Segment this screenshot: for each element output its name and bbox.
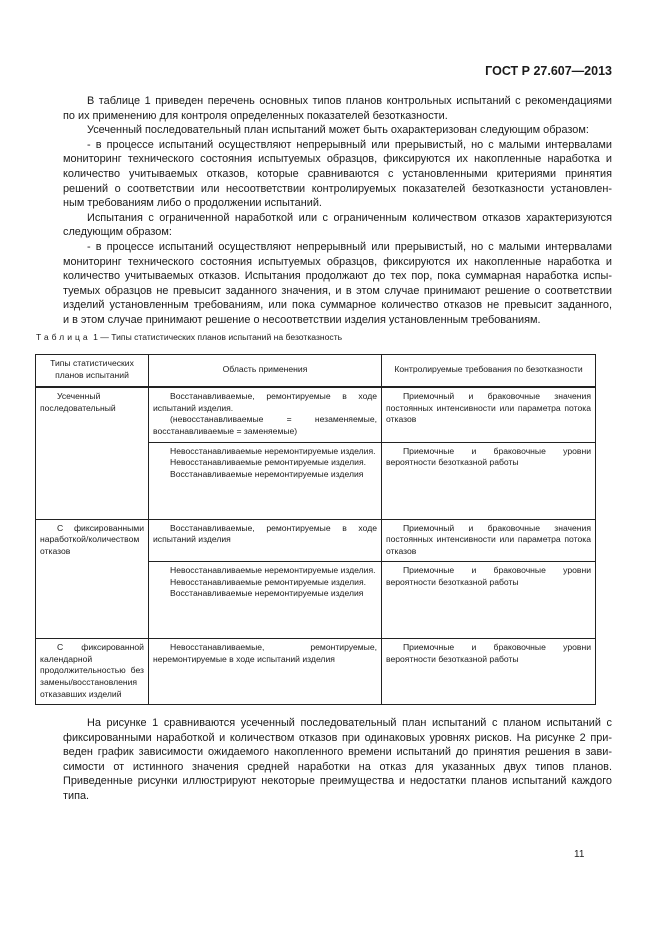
text-line: решений о соответствии или несоответствии контролируемых показателей безотказности установлен- xyxy=(63,182,612,195)
requirement-cell xyxy=(382,639,596,705)
header-cell: Контролируемые требования по безотказности xyxy=(382,355,596,388)
text-line: по их применению для контроля определенных показателей безотказности. xyxy=(63,109,448,122)
body-text-bottom xyxy=(63,716,612,804)
scope-item: Невосстанавливаемые ремонтируемые изделия. xyxy=(170,576,366,587)
scope-item: Невосстанавливаемые неремонтируемые изделия. xyxy=(170,565,376,576)
scope-cell xyxy=(149,639,382,705)
requirement: Приемочный и браковочные значения постоянных интенсивности или параметра потока отказов xyxy=(386,522,591,556)
text-line: В таблице 1 приведен перечень основных типов планов контрольных испытаний с рекомендациями xyxy=(87,95,612,107)
scope-item: Восстанавливаемые неремонтируемые изделия xyxy=(170,588,364,599)
text-line: количество учитываемых отказов, которые сравниваются с установленными критериями принятия xyxy=(63,167,612,180)
scope-cell xyxy=(149,562,382,639)
paragraph xyxy=(63,240,612,328)
paragraph xyxy=(63,123,612,138)
requirement: Приемочные и браковочные уровни вероятности безотказной работы xyxy=(386,565,591,587)
plan-type-cell xyxy=(36,639,149,705)
plan-type: Усеченный последовательный xyxy=(40,391,116,413)
plan-type-cell xyxy=(36,519,149,639)
text-line: и в этом случае принимают решение о несоответствии изделия установленным требованиям. xyxy=(63,313,541,326)
paragraph xyxy=(63,94,612,123)
paragraph xyxy=(63,211,612,240)
requirement: Приемочный и браковочные значения постоянных интенсивности или параметра потока отказов xyxy=(386,391,591,425)
requirement-cell xyxy=(382,562,596,639)
caption-label: Таблица xyxy=(36,332,91,342)
caption-title: 1 — Типы статистических планов испытаний на безотказность xyxy=(90,332,343,342)
table-row xyxy=(36,519,596,562)
text-line: - в процессе испытаний осуществляют непрерывный или прерывистый, но с малыми интервалами xyxy=(87,138,612,151)
scope-item: Невосстанавливаемые ремонтируемые изделия. xyxy=(170,457,366,468)
scope-cell xyxy=(149,519,382,562)
header-cell: Область применения xyxy=(149,355,382,388)
text-line: фиксированными наработкой и количеством отказов при одинаковых уровнях рисков. На рисунке 2 при- xyxy=(63,731,612,744)
document-header: ГОСТ Р 27.607—2013 xyxy=(485,64,612,78)
body-text-top xyxy=(63,94,612,328)
scope-item: Невосстанавливаемые, ремонтируемые, неремонтируемые в ходе испытаний изделия xyxy=(153,642,377,664)
text-line: туемых образцов не превысит заданного значения, и в этом случае принимают решение о соответствии xyxy=(63,284,612,297)
requirement-cell xyxy=(382,442,596,519)
text-line: количество учитываемых отказов. Испытания продолжают до тех пор, пока суммарная наработка испы- xyxy=(63,270,612,283)
scope-cell xyxy=(149,442,382,519)
text-line: Усеченный последовательный план испытаний может быть охарактеризован следующим образом: xyxy=(87,124,589,137)
scope-item: Невосстанавливаемые неремонтируемые изделия. xyxy=(170,445,376,456)
text-line: типа. xyxy=(63,789,90,802)
plan-type-cell xyxy=(36,387,149,519)
table-header-row xyxy=(36,355,596,388)
scope-item: Восстанавливаемые, ремонтируемые в ходе испытаний изделия xyxy=(153,522,377,545)
header-cell: Типы статистических планов испытаний xyxy=(36,355,149,388)
requirement-cell xyxy=(382,387,596,442)
table-row xyxy=(36,387,596,442)
requirement: Приемочные и браковочные уровни вероятности безотказной работы xyxy=(386,642,591,664)
text-line: изделий установленным требованиям, или пока суммарное количество отказов не превысит заданного, xyxy=(63,299,612,312)
plan-type: С фиксированными наработкой/количеством отказов xyxy=(40,522,144,556)
text-line: На рисунке 1 сравниваются усеченный последовательный план испытаний с планом испытаний с xyxy=(87,717,612,729)
table-caption xyxy=(36,332,342,342)
text-line: веден график зависимости ожидаемого накопленного времени испытаний до принятия решения в зави- xyxy=(63,746,612,759)
scope-cell xyxy=(149,387,382,442)
text-line: мониторинг технического состояния испытуемых образцов, фиксируются их накопленные наработка и xyxy=(63,255,612,268)
text-line: Приведенные рисунки иллюстрируют некоторые преимущества и недостатки планов испытаний каждого xyxy=(63,775,612,788)
text-line: мониторинг технического состояния испытуемых образцов, фиксируются их накопленные наработка и xyxy=(63,153,612,166)
page-number: 11 xyxy=(574,849,585,860)
plan-type: С фиксированной календарной продолжительностью без замены/восстановления отказавших изделий xyxy=(40,642,144,699)
table-row xyxy=(36,639,596,705)
scope-item: (невосстанавливаемые = незаменяемые, восстанавливаемые = заменяемые) xyxy=(153,414,377,436)
text-line: ным требованиям либо о продолжении испытаний. xyxy=(63,197,322,210)
text-line: - в процессе испытаний осуществляют непрерывный или прерывистый, но с малыми интервалами xyxy=(87,240,612,253)
requirement-cell xyxy=(382,519,596,562)
scope-item: Восстанавливаемые, ремонтируемые в ходе испытаний изделия. xyxy=(153,391,377,413)
text-line: следующим образом: xyxy=(63,226,172,239)
requirement: Приемочные и браковочные уровни вероятности безотказной работы xyxy=(386,445,591,468)
paragraph xyxy=(63,138,612,211)
plans-table xyxy=(35,354,596,705)
text-line: Испытания с ограниченной наработкой или с ограниченным количеством отказов характеризуются xyxy=(87,211,612,224)
scope-item: Восстанавливаемые неремонтируемые изделия xyxy=(170,468,364,479)
text-line: симости от истинного значения средней наработки на отказ для указанных двух типов планов. xyxy=(63,760,612,773)
